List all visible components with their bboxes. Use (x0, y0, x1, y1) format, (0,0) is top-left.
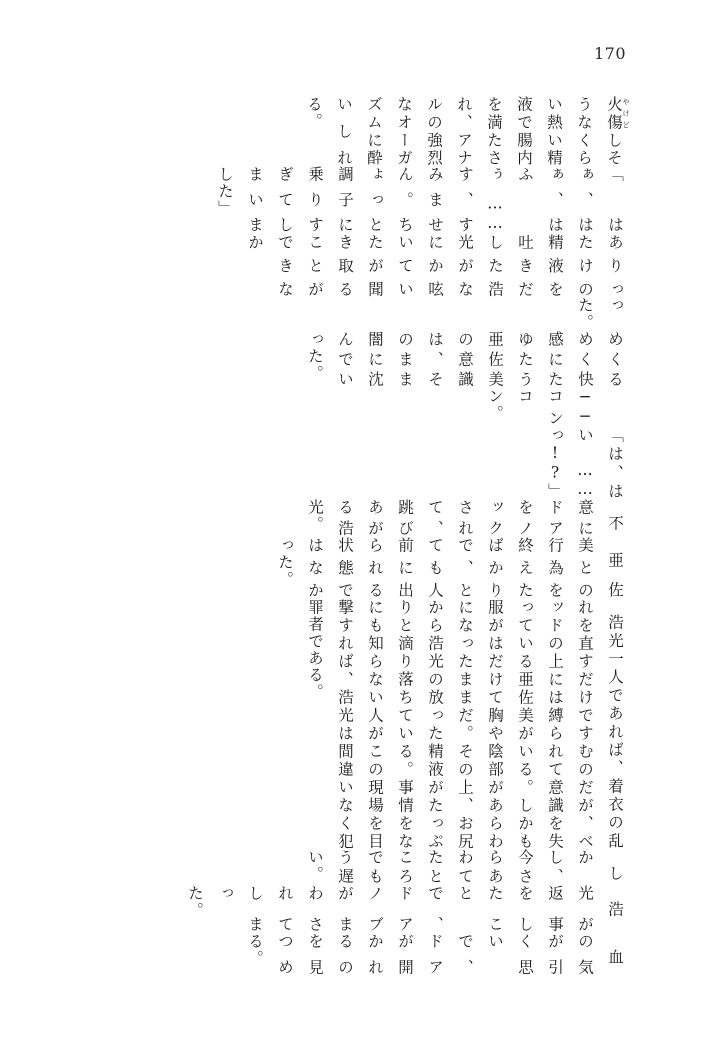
paragraph-9: 亜佐美との行為を終えたばかりで、とても人前に出られる状態ではなかった。 (276, 536, 624, 599)
page-number: 170 (593, 44, 626, 63)
paragraph-7: 「は、はい……っ!?」 (546, 426, 624, 500)
paragraph-5: めくるめく快感にたゆたう亜佐美の意識は、そのまま闇に沈んでいった。 (306, 331, 624, 388)
paragraph-13: 血の気が引く思いで、ドアが開かれるのを見つめる。 (246, 933, 624, 976)
paragraph-3: ありったけの精液を吐きだした浩光がなにか呟いていたが聞き取ることができなか (246, 233, 624, 298)
paragraph-1 (70, 96, 630, 166)
ruby-reading: やけど (621, 96, 631, 131)
paragraph-12: 浩光が返事をしたことで、ドアノブがまわされてしまった。 (186, 885, 624, 934)
paragraph-10: 浩光一人であれば、着衣の乱れを直すだけですむのだが、ベッドの上には縛られて意識を失っている亜佐美がいる。しかも服がはだけて胸や陰部があらわになったままだ。その上、お尻から浩光の放った精液がたっぷりと滴り落ちている。事情をなにも知らない人がこの現場を目撃すれば、浩光は間違いなく犯罪者である。 (306, 598, 624, 850)
paragraph-2: 「はぁ、はぁ、はふぅ……す、すみません。ちょっと調子に乗りすぎてしまいました」 (216, 166, 624, 234)
ruby-yakedo: 火傷やけど (605, 96, 631, 132)
paragraph-11: しかし、今さらあわてたところでもう遅い。 (306, 849, 624, 886)
paragraph-4: った。 (576, 297, 624, 332)
paragraph-8: 不意にドアをノックされて、跳びあがる浩光。 (306, 499, 624, 537)
paragraph-6: ──コンコン。 (486, 387, 624, 427)
paragraph-1-text: しそうなくらい熱い精液で腸内を満たされ、アナルの強烈なオーガズムに酔いしれる。 (305, 96, 623, 167)
page-body-text (70, 96, 630, 976)
